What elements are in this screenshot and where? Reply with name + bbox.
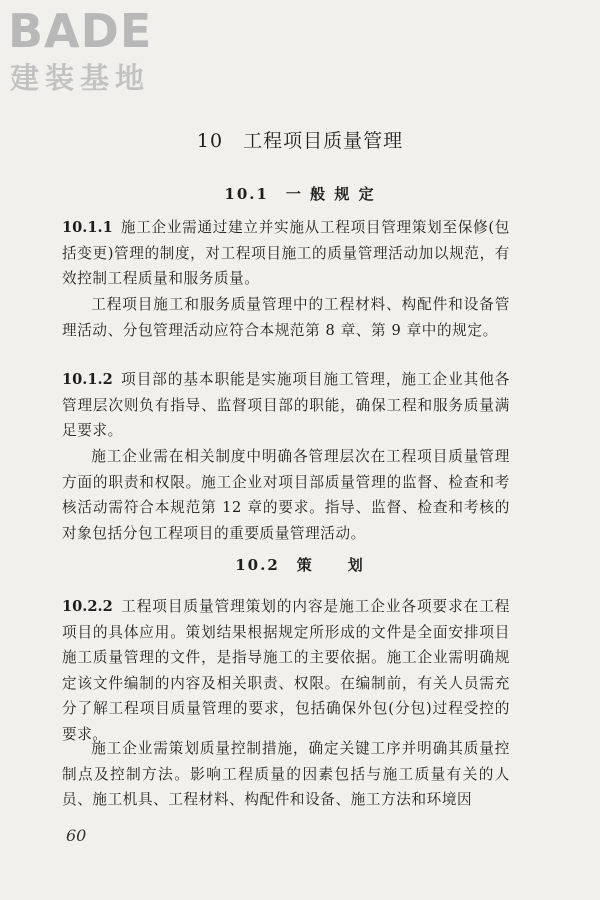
clause-number: 10.2.2 bbox=[62, 598, 113, 615]
clause-number: 10.1.1 bbox=[62, 219, 113, 236]
watermark-subtitle: 建装基地 bbox=[10, 61, 151, 95]
body-paragraph: 工程项目施工和服务质量管理中的工程材料、构配件和设备管理活动、分包管理活动应符合本规范第 8 章、第 9 章中的规定。 bbox=[62, 296, 510, 339]
clause-text: 项目部的基本职能是实施项目施工管理，施工企业其他各管理层次则负有指导、监督项目部的职能，确保工程和服务质量满足要求。 bbox=[62, 371, 510, 439]
clause-number: 10.1.2 bbox=[62, 371, 113, 388]
clause-text: 工程项目质量管理策划的内容是施工企业各项要求在工程项目的具体应用。策划结果根据规定所形成的文件是全面安排项目施工质量管理的文件，是指导施工的主要依据。施工企业需明确规定该文件编制的内容及相关职责、权限。在编制前，有关人员需充分了解工程项目质量管理的要求，包括确保外包(分包)过程受控的要求。 bbox=[62, 598, 510, 743]
watermark-logo bbox=[8, 6, 178, 96]
clause-paragraph bbox=[62, 367, 510, 444]
body-paragraph: 施工企业需策划质量控制措施，确定关键工序并明确其质量控制点及控制方法。影响工程质量的因素包括与施工质量有关的人员、施工机具、工程材料、构配件和设备、施工方法和环境因 bbox=[62, 740, 510, 808]
section-title: 10.1 一 般 规 定 bbox=[224, 185, 376, 203]
page-number: 60 bbox=[66, 826, 87, 845]
body-paragraph: 施工企业需在相关制度中明确各管理层次在工程项目质量管理方面的职责和权限。施工企业对项目部质量管理的监督、检查和考核活动需符合本规范第 12 章的要求。指导、监督、检查和考核的对象包括分包工程项目的重要质量管理活动。 bbox=[62, 448, 510, 542]
watermark-brand: BADE bbox=[8, 4, 153, 58]
clause-paragraph bbox=[62, 215, 510, 292]
section-title: 10.2 策 划 bbox=[235, 556, 365, 574]
chapter-title: 10 工程项目质量管理 bbox=[196, 130, 404, 152]
clause-paragraph bbox=[62, 594, 510, 747]
clause-text: 施工企业需通过建立并实施从工程项目管理策划至保修(包括变更)管理的制度，对工程项目施工的质量管理活动加以规范，有效控制工程质量和服务质量。 bbox=[62, 219, 510, 287]
